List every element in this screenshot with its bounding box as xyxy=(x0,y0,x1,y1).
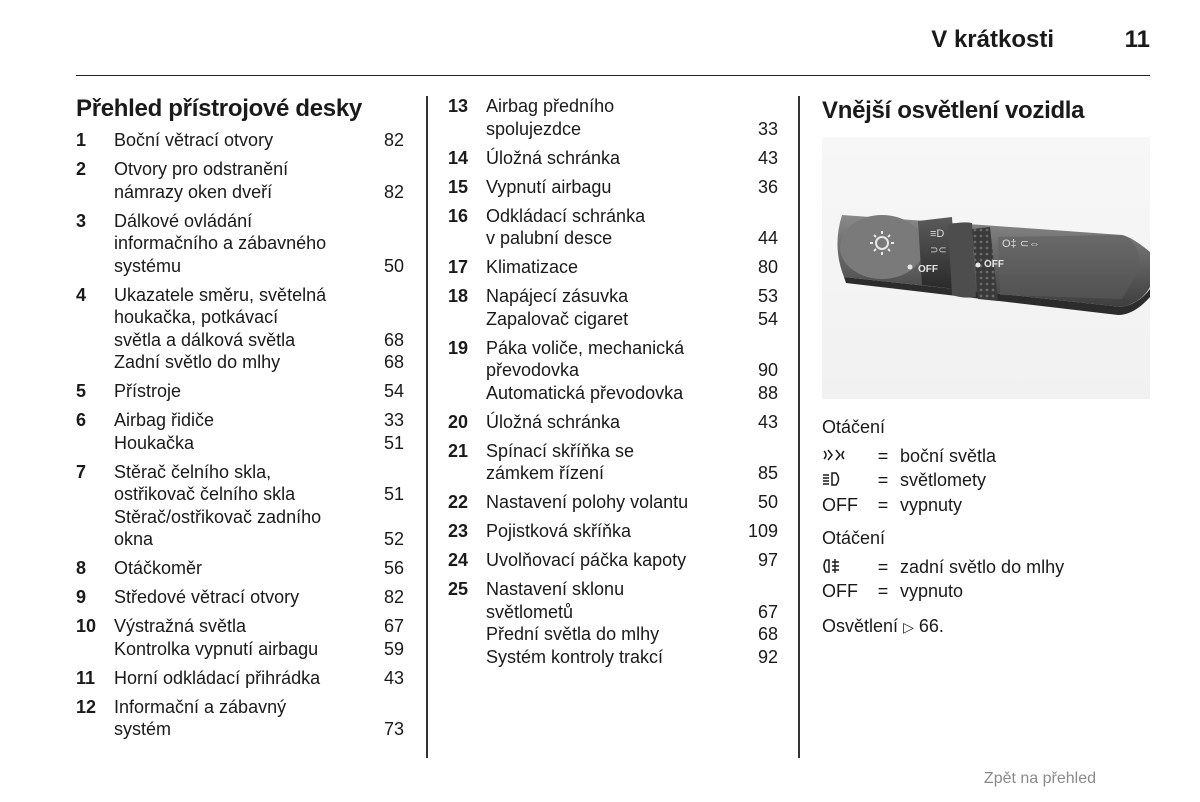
toc-line xyxy=(486,337,778,360)
toc-line xyxy=(114,483,404,506)
toc-line xyxy=(486,227,778,250)
toc-line-text: Stěrač/ostřikovač zadního xyxy=(114,506,322,527)
header-title: V krátkosti xyxy=(931,26,1054,53)
toc-line xyxy=(114,696,404,719)
toc-entry[interactable] xyxy=(448,95,778,140)
toc-page-number[interactable]: 54 xyxy=(383,381,404,401)
toc-line xyxy=(114,638,404,661)
legend-row-headlights xyxy=(822,469,996,494)
toc-line-text: Přístroje xyxy=(114,381,182,401)
toc-line xyxy=(486,308,778,331)
toc-entry-number: 12 xyxy=(76,696,97,717)
toc-line-text: Dálkové ovládání xyxy=(114,210,253,231)
toc-entry[interactable] xyxy=(448,205,778,250)
toc-page-number[interactable]: 82 xyxy=(383,587,404,607)
toc-page-number[interactable]: 43 xyxy=(757,147,778,168)
toc-line xyxy=(114,351,404,374)
toc-line xyxy=(486,382,778,405)
toc-line-text: Pojistková skříňka xyxy=(486,521,632,541)
toc-entry[interactable] xyxy=(76,284,404,374)
toc-middle xyxy=(448,95,778,675)
toc-line-text: světla a dálková světla xyxy=(114,329,296,350)
toc-entry-number: 10 xyxy=(76,616,97,636)
equals-sign: = xyxy=(877,556,889,577)
toc-line-text: Středové větrací otvory xyxy=(114,587,300,607)
toc-line-text: Kontrolka vypnutí airbagu xyxy=(114,638,319,659)
toc-line-text: systém xyxy=(114,719,172,739)
toc-page-number[interactable]: 52 xyxy=(383,529,404,549)
toc-line xyxy=(486,411,778,434)
toc-line-text: Houkačka xyxy=(114,432,195,453)
toc-page-number[interactable]: 51 xyxy=(383,432,404,453)
switch-off-label: OFF xyxy=(918,264,938,275)
toc-entry-number: 3 xyxy=(76,210,87,231)
toc-page-number[interactable]: 90 xyxy=(757,360,778,380)
toc-line-text: Vypnutí airbagu xyxy=(486,176,612,197)
toc-line xyxy=(114,329,404,352)
toc-line xyxy=(486,205,778,228)
toc-page-number[interactable]: 68 xyxy=(383,329,404,350)
toc-line xyxy=(486,285,778,308)
toc-line-text: Informační a zábavný xyxy=(114,696,287,717)
toc-line xyxy=(486,646,778,669)
toc-entry[interactable] xyxy=(76,210,404,278)
legend-row-off-2 xyxy=(822,580,1064,603)
toc-page-number[interactable]: 50 xyxy=(383,255,404,276)
toc-line xyxy=(486,147,778,170)
toc-line-text: námrazy oken dveří xyxy=(114,181,273,202)
legend-row-side-lights xyxy=(822,445,996,470)
light-switch-illustration xyxy=(822,137,1150,399)
toc-page-number[interactable]: 67 xyxy=(757,601,778,622)
toc-line-text: Boční větrací otvory xyxy=(114,130,274,150)
toc-page-number[interactable]: 59 xyxy=(383,638,404,659)
side-light-mark-icon: ⊃⊂ xyxy=(930,245,947,256)
column-separator-right xyxy=(798,96,800,758)
toc-line-text: Úložná schránka xyxy=(486,147,621,168)
toc-line xyxy=(114,232,404,255)
toc-entry[interactable] xyxy=(448,520,778,543)
toc-line xyxy=(114,306,404,329)
toc-line xyxy=(114,409,404,432)
toc-line-text: Stěrač čelního skla, xyxy=(114,461,272,482)
fog-light-marks-icon: O‡ ⊂⇔ xyxy=(1002,238,1040,250)
toc-line-text: Spínací skříňka se xyxy=(486,440,635,461)
toc-entry-number: 17 xyxy=(448,257,469,277)
toc-entry-number: 23 xyxy=(448,521,469,541)
toc-line-text: převodovka xyxy=(486,360,580,380)
toc-entry[interactable] xyxy=(76,557,404,580)
toc-entry[interactable] xyxy=(76,586,404,609)
rotation-group-2 xyxy=(822,527,1064,603)
toc-entry-number: 8 xyxy=(76,558,87,578)
toc-page-number[interactable]: 68 xyxy=(757,624,778,644)
toc-line-text: Nastavení polohy volantu xyxy=(486,492,689,512)
toc-entry[interactable] xyxy=(76,615,404,660)
toc-line-text: Úložná schránka xyxy=(486,411,621,432)
toc-entry-number: 18 xyxy=(448,286,469,306)
toc-line-text: spolujezdce xyxy=(486,118,582,139)
toc-entry-number: 21 xyxy=(448,440,469,461)
rotation-group-1 xyxy=(822,416,996,516)
toc-entry-number: 2 xyxy=(76,159,87,179)
rotation-heading-1: Otáčení xyxy=(822,417,886,437)
toc-line-text: Uvolňovací páčka kapoty xyxy=(486,550,687,570)
toc-line-text: světlometů xyxy=(486,601,574,622)
toc-line xyxy=(486,623,778,646)
toc-entry-number: 15 xyxy=(448,176,469,197)
ring-off-dot xyxy=(976,263,981,268)
toc-page-number[interactable]: 92 xyxy=(757,646,778,667)
toc-entry-number: 9 xyxy=(76,587,87,607)
toc-entry[interactable] xyxy=(448,491,778,514)
toc-line-text: Airbag předního xyxy=(486,96,615,116)
toc-line-text: ostřikovač čelního skla xyxy=(114,484,296,504)
toc-line-text: Ukazatele směru, světelná xyxy=(114,284,327,305)
toc-entry[interactable] xyxy=(76,409,404,454)
toc-entry-number: 25 xyxy=(448,579,469,599)
toc-page-number[interactable]: 36 xyxy=(757,176,778,197)
dashboard-overview-title: Přehled přístrojové desky xyxy=(76,95,362,122)
toc-line-text: Automatická převodovka xyxy=(486,382,684,403)
toc-line xyxy=(114,557,404,580)
toc-line-text: Airbag řidiče xyxy=(114,410,215,430)
toc-page-number[interactable]: 51 xyxy=(383,484,404,504)
toc-entry-number: 4 xyxy=(76,284,87,305)
toc-entry-number: 20 xyxy=(448,411,469,432)
off-label: vypnuty xyxy=(900,494,963,515)
rear-fog-light-icon xyxy=(822,558,866,581)
toc-line-text: houkačka, potkávací xyxy=(114,307,279,327)
headlights-icon xyxy=(822,471,866,494)
lighting-reference[interactable] xyxy=(822,615,944,639)
switch-off-dot xyxy=(908,265,913,270)
toc-line xyxy=(114,432,404,455)
equals-sign: = xyxy=(877,494,889,515)
toc-entry-number: 16 xyxy=(448,205,469,226)
toc-entry[interactable] xyxy=(448,147,778,170)
toc-page-number[interactable]: 68 xyxy=(383,352,404,372)
toc-line xyxy=(486,256,778,279)
side-lights-icon xyxy=(822,447,866,470)
exterior-lighting-title: Vnější osvětlení vozidla xyxy=(822,97,1085,124)
toc-entry[interactable] xyxy=(448,285,778,330)
toc-page-number[interactable]: 82 xyxy=(383,130,404,150)
side-lights-label: boční světla xyxy=(900,445,997,466)
toc-line xyxy=(114,181,404,204)
toc-page-number[interactable]: 43 xyxy=(757,411,778,432)
toc-line xyxy=(114,158,404,181)
reference-arrow-icon: ▷ xyxy=(903,619,914,635)
toc-line xyxy=(114,586,404,609)
toc-entry-number: 19 xyxy=(448,337,469,358)
off-symbol: OFF xyxy=(822,494,858,515)
toc-line-text: Zadní světlo do mlhy xyxy=(114,352,281,372)
toc-line xyxy=(114,667,404,690)
toc-line xyxy=(486,578,778,601)
headlights-label: světlomety xyxy=(900,470,987,490)
toc-line xyxy=(486,440,778,463)
reference-text: Osvětlení xyxy=(822,616,899,636)
toc-line xyxy=(486,462,778,485)
rotation-heading-2: Otáčení xyxy=(822,528,886,548)
toc-entry-number: 13 xyxy=(448,96,469,116)
toc-entry[interactable] xyxy=(76,380,404,403)
off-symbol: OFF xyxy=(822,581,858,601)
toc-entry[interactable] xyxy=(448,337,778,405)
toc-line-text: Přední světla do mlhy xyxy=(486,624,660,644)
toc-line-text: Klimatizace xyxy=(486,257,579,277)
reference-page[interactable]: 66. xyxy=(918,616,944,636)
light-switch-photo xyxy=(822,137,1150,399)
toc-line-text: zámkem řízení xyxy=(486,463,605,483)
toc-page-number[interactable]: 43 xyxy=(383,667,404,688)
toc-left xyxy=(76,129,404,747)
headlight-mark-icon: ≡D xyxy=(930,228,945,240)
toc-page-number[interactable]: 54 xyxy=(757,308,778,329)
toc-line xyxy=(114,284,404,307)
toc-entry[interactable] xyxy=(448,256,778,279)
toc-line-text: okna xyxy=(114,529,154,549)
toc-page-number[interactable]: 67 xyxy=(383,616,404,636)
off-label: vypnuto xyxy=(900,581,964,601)
toc-line-text: Napájecí zásuvka xyxy=(486,286,629,306)
toc-line-text: Páka voliče, mechanická xyxy=(486,337,685,358)
toc-line xyxy=(114,718,404,741)
toc-entry[interactable] xyxy=(76,696,404,741)
rear-fog-label: zadní světlo do mlhy xyxy=(900,556,1065,577)
toc-line-text: v palubní desce xyxy=(486,228,613,248)
toc-entry-number: 14 xyxy=(448,147,469,168)
toc-line-text: informačního a zábavného xyxy=(114,233,327,253)
toc-line-text: Horní odkládací přihrádka xyxy=(114,667,321,688)
toc-page-number[interactable]: 109 xyxy=(747,521,778,541)
toc-line xyxy=(114,615,404,638)
toc-page-number[interactable]: 97 xyxy=(757,550,778,570)
toc-line xyxy=(486,549,778,572)
toc-line-text: Výstražná světla xyxy=(114,616,247,636)
equals-sign: = xyxy=(877,470,889,490)
toc-line-text: Odkládací schránka xyxy=(486,205,646,226)
toc-entry-number: 1 xyxy=(76,130,87,150)
toc-line xyxy=(486,520,778,543)
toc-entry-number: 22 xyxy=(448,492,469,512)
legend-row-rear-fog xyxy=(822,556,1064,581)
toc-page-number[interactable]: 53 xyxy=(757,286,778,306)
toc-entry-number: 5 xyxy=(76,381,87,401)
toc-entry[interactable] xyxy=(448,176,778,199)
ring-off-label: OFF xyxy=(984,259,1004,270)
toc-entry[interactable] xyxy=(448,411,778,434)
toc-line xyxy=(486,601,778,624)
back-to-overview-link[interactable]: Zpět na přehled xyxy=(983,770,1096,787)
toc-entry[interactable] xyxy=(448,578,778,668)
toc-line xyxy=(114,210,404,233)
toc-page-number[interactable]: 33 xyxy=(383,410,404,430)
toc-page-number[interactable]: 50 xyxy=(757,492,778,512)
toc-line xyxy=(114,506,404,529)
toc-line xyxy=(486,176,778,199)
toc-page-number[interactable]: 33 xyxy=(757,118,778,139)
toc-entry[interactable] xyxy=(448,440,778,485)
toc-line-text: Otvory pro odstranění xyxy=(114,159,289,179)
toc-entry-number: 11 xyxy=(76,667,96,688)
toc-page-number[interactable]: 44 xyxy=(757,228,778,248)
toc-entry-number: 24 xyxy=(448,550,469,570)
toc-page-number[interactable]: 85 xyxy=(757,463,778,483)
page-number: 11 xyxy=(1124,26,1150,53)
toc-entry[interactable] xyxy=(76,129,404,152)
toc-entry-number: 7 xyxy=(76,461,87,482)
toc-entry-number: 6 xyxy=(76,410,87,430)
toc-line xyxy=(486,95,778,118)
toc-line xyxy=(486,491,778,514)
toc-page-number[interactable]: 82 xyxy=(383,181,404,202)
toc-page-number[interactable]: 88 xyxy=(757,382,778,403)
toc-line xyxy=(114,380,404,403)
toc-entry[interactable] xyxy=(76,461,404,551)
toc-line xyxy=(486,118,778,141)
toc-line xyxy=(486,359,778,382)
toc-line-text: Otáčkoměr xyxy=(114,558,203,578)
toc-line xyxy=(114,129,404,152)
equals-sign: = xyxy=(877,581,889,601)
toc-page-number[interactable]: 73 xyxy=(383,719,404,739)
header-rule xyxy=(76,75,1150,76)
toc-entry[interactable] xyxy=(76,158,404,203)
legend-row-off xyxy=(822,494,996,517)
column-separator-left xyxy=(426,96,428,758)
toc-line-text: Nastavení sklonu xyxy=(486,579,625,599)
toc-line-text: Zapalovač cigaret xyxy=(486,308,629,329)
toc-line xyxy=(114,461,404,484)
toc-entry[interactable] xyxy=(76,667,404,690)
toc-entry[interactable] xyxy=(448,549,778,572)
toc-line xyxy=(114,255,404,278)
toc-page-number[interactable]: 56 xyxy=(383,558,404,578)
toc-line xyxy=(114,528,404,551)
toc-page-number[interactable]: 80 xyxy=(757,257,778,277)
toc-line-text: Systém kontroly trakcí xyxy=(486,646,664,667)
toc-line-text: systému xyxy=(114,255,182,276)
equals-sign: = xyxy=(877,445,889,466)
